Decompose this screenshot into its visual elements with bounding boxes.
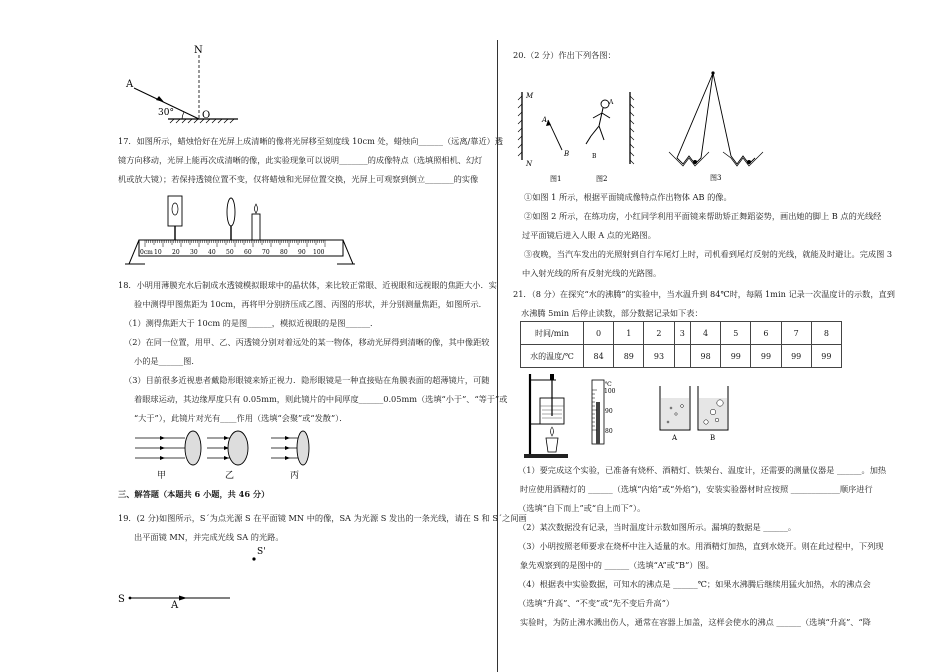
table-cell: 4 [691,322,721,345]
fig2-label-A: A [609,99,614,106]
fig2-dancer [578,82,668,192]
fig1-label-M: M [526,92,534,100]
angle-label: 30° [158,108,174,118]
table-cell: 0 [584,322,614,345]
table-cell: 5 [721,322,751,345]
label-N: N [194,45,203,56]
beaker-label-B: B [710,434,716,442]
q21-question-line: （2）某次数据没有记录，当时温度计示数如图所示。漏填的数据是 ______。 [518,522,797,532]
label-S-prime: S' [257,547,266,557]
q21-intro [513,285,895,323]
table-cell: 84 [584,345,614,368]
thermo-tick: 90 [605,408,613,415]
q18-line: 着眼球运动，其边缘厚度只有 0.05mm，则此镜片的中间厚度______0.05mm（选填“小于”、“等于”或 [134,394,508,404]
label-A: A [171,600,179,611]
q18-line: （2）在同一位置，用甲、乙、丙透镜分别对着远处的某一物体，移动光屏得到清晰的像，其中像距较 [124,337,490,347]
table-cell: 99 [721,345,751,368]
q20-title: 20.（2 分）作出下列各图： [513,50,616,60]
q21-question-line: （3）小明按照老师要求在烧杯中注入适量的水。用酒精灯加热，直到水烧开。则在此过程中，下列现 [518,541,884,551]
q18-line: 验中测得甲图焦距为 10cm，再将甲分别挤压成乙图、丙图的形状，并分别测量焦距，如图所示． [134,299,487,309]
lens-label-jia: 甲 [157,471,167,481]
ruler-tick-label: 60 [244,249,252,256]
ruler-tick-label: 100 [313,249,325,256]
q17-line: 机或放大镜）；若保持透镜位置不变，仅将蜡烛和光屏位置交换，光屏上可观察到倒立_______的实像 [118,174,479,184]
table-cell: 98 [691,345,721,368]
fig1-label-N: N [526,160,533,168]
thermo-tick: 80 [605,428,613,435]
ruler-tick-label: 90 [298,249,306,256]
ruler-tick-label: 30 [190,249,198,256]
thermo-tick: 100 [604,388,616,395]
q17-line: 17．如图所示，蜡烛恰好在光屏上成清晰的像将光屏移至刻度线 10cm 处，蜡烛向______（远离/靠近）透 [118,136,504,146]
table-cell: 99 [811,345,841,368]
q18-line: 小的是______图． [134,356,200,366]
section3-heading: 三、解答题（本题共 6 小题，共 46 分） [118,489,270,499]
fig3-reflector [665,66,775,181]
label-A: A [126,79,134,90]
ruler-tick-label: 40 [208,249,216,256]
q18-line: 18．小明用薄膜充水后制成水透镜模拟眼球中的晶状体，来比较正常眼、近视眼和远视眼的焦距大小．实 [118,280,497,290]
q21-question-line: 象先观察到的是图中的 ______（选填“A”或“B”）图。 [520,560,714,570]
q21-question-line: 时应使用酒精灯的 ______（选填“内焰”或“外焰”)，安装实验器材时应按照 ____________顺序进行 [520,484,873,494]
q17-text [118,132,503,189]
table-header-cell: 时间/min [521,322,584,345]
table-cell: 2 [644,322,674,345]
q20-item: ③夜晚，当汽车发出的光照射到自行车尾灯上时，司机看到尾灯反射的光线，就能及时避让。完成图 3 [524,249,893,259]
label-S: S [118,594,125,605]
thermometer-figure [590,378,620,448]
q17-line: 镜方向移动，光屏上能再次成清晰的像，此实验现象可以说明_______的成像特点（选填照相机、幻灯 [118,155,483,165]
fig1-caption: 图1 [550,175,562,183]
table-row [521,345,842,368]
q18-line: “大于”），此镜片对光有____作用（选填“会聚”或“发散”）． [134,413,348,423]
q19-line: 出平面镜 MN，并完成光线 SA 的光路。 [134,532,284,542]
label-O: O [202,110,211,121]
q21-question-line: （选填“升高”、“不变”或“先不变后升高”） [518,598,675,608]
q21-question-line: （1）要完成这个实验，已准备有烧杯、酒精灯、铁架台、温度计，还需要的测量仪器是 ______。加热 [518,465,887,475]
table-cell [674,345,690,368]
table-cell: 1 [614,322,644,345]
fig3-caption: 图3 [710,174,722,182]
table-cell: 8 [811,322,841,345]
fig1-label-B: B [564,150,570,158]
table-cell: 3 [674,322,690,345]
q21-question-line: （4）根据表中实验数据，可知水的沸点是 ______℃；如果水沸腾后继续用猛火加热，水的沸点会 [518,579,871,589]
table-cell: 89 [614,345,644,368]
q20-item: 过平面镜后进入人眼 A 点的光路图。 [522,230,656,240]
ruler-unit: 0cm [140,249,153,256]
q21-intro-line: 水沸腾 5min 后停止读数，部分数据记录如下表： [521,308,703,318]
lens-label-yi: 乙 [225,471,235,481]
table-cell: 93 [644,345,674,368]
q20-item: ①如图 1 所示，根据平面镜成像特点作出物体 AB 的像。 [524,192,732,202]
ruler-tick-label: 10 [154,249,162,256]
q21-question-line: （选填“自下而上”或“自上而下”）。 [518,503,646,513]
ruler-tick-label: 50 [226,249,234,256]
reflection-angle-figure [120,45,260,125]
ruler-tick-label: 70 [262,249,270,256]
q20-item: 中入射光线的所有反射光线的光路图。 [522,268,662,278]
q21-question-line: 实验时，为防止沸水溅出伤人，通常在容器上加盖，这样会使水的沸点 ______（选填“升高”、“降 [520,617,871,627]
q20-items [524,188,892,283]
ruler-tick-label: 80 [280,249,288,256]
fig1-label-A: A [542,116,548,124]
q19-figure [115,542,275,612]
fig2-label-B: B [592,153,597,160]
q19-line: 19．(2 分)如图所示，S´为点光源 S 在平面镜 MN 中的像，SA 为光源 S 发出的一条光线，请在 S 和 S´之间画 [118,513,527,523]
q18-line: （1）测得焦距大于 10cm 的是图______，模拟近视眼的是图______． [124,318,379,328]
ruler-tick-label: 20 [172,249,180,256]
table-header-cell: 水的温度/℃ [521,345,584,368]
table-row [521,322,842,345]
optical-bench-figure [125,192,355,272]
table-cell: 7 [781,322,811,345]
water-lens-figure [135,426,355,486]
q21-questions [518,461,886,632]
q21-intro-line: 21．（8 分）在探究“水的沸腾”的实验中，当水温升到 84℃时，每隔 1min 记录一次温度计的示数，直到 [513,289,895,299]
fig2-caption: 图2 [596,175,608,183]
q20-item: ②如图 2 所示，在练功房，小红同学利用平面镜来帮助矫正舞蹈姿势，画出她的脚上 B 点的光线经 [524,211,882,221]
table-cell: 99 [751,345,781,368]
beaker-label-A: A [672,434,678,442]
boiling-data-table [520,321,842,368]
q18-text [118,276,507,428]
lens-label-bing: 丙 [290,471,300,481]
q18-line: （3）目前很多近视患者戴隐形眼镜来矫正视力．隐形眼镜是一种直接贴在角膜表面的超薄镜片，可随 [124,375,490,385]
beakers-figure [656,382,746,442]
thermo-unit: ℃ [605,381,612,388]
table-cell: 6 [751,322,781,345]
table-cell: 99 [781,345,811,368]
